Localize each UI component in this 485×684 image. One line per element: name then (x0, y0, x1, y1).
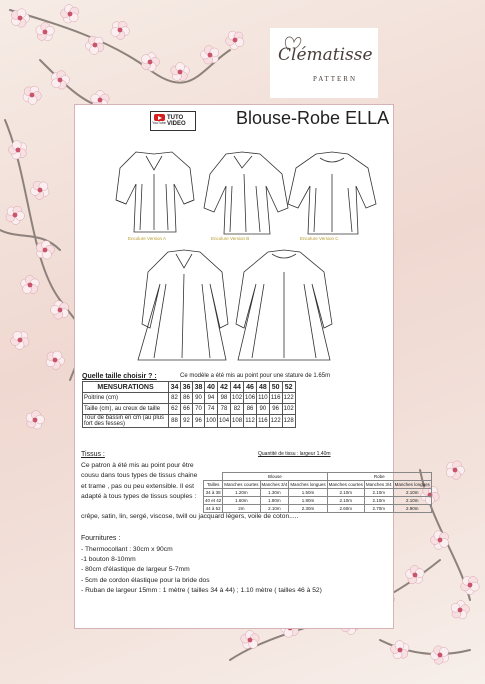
table-group-row (204, 473, 432, 481)
blossom-flower (171, 63, 190, 81)
col-tailles: Tailles (204, 481, 223, 489)
caption-version-c: Encolure Version C (300, 236, 339, 241)
list-item: - Thermocollant : 30cm x 90cm (81, 546, 173, 553)
table-cell: 110 (257, 393, 270, 404)
blossom-flower (431, 646, 449, 665)
tissus-text: Ce patron à été mis au point pour être cousu dans tous types de tissus chaine et trame , pas ou peu extensible. Il est adapté à tous types de tissus souples : (81, 462, 198, 500)
table-cell: 88 (169, 415, 181, 428)
blossom-flower (11, 9, 29, 28)
table-cell: 2.30m (289, 505, 327, 513)
table-cell: 92 (181, 415, 193, 428)
blossom-flower (26, 411, 44, 429)
tissus-heading: Tissus : (81, 451, 105, 458)
blossom-flower (36, 23, 54, 41)
size-question: Quelle taille choisir ? : (82, 373, 157, 380)
table-cell: 2.10m (393, 497, 431, 505)
size-col: 42 (218, 382, 231, 393)
blossom-flower (51, 301, 69, 320)
table-cell: 2.90m (393, 505, 431, 513)
tissus-text-tail: crêpe, satin, lin, sergé, viscose, twill ou jacquard légers, voile de coton..... (81, 513, 299, 520)
size-col: 40 (205, 382, 218, 393)
table-row (83, 415, 296, 428)
group-robe: Robe (327, 473, 431, 481)
brand-logo (270, 28, 378, 98)
group-blouse: Blouse (223, 473, 327, 481)
blouse-version-a-drawing (116, 152, 194, 232)
blossom-flower (431, 531, 449, 550)
table-cell: 70 (193, 404, 205, 415)
table-cell: 96 (269, 404, 282, 415)
col-header: Manches courtes (328, 482, 363, 487)
table-cell: 122 (269, 415, 282, 428)
blouse-version-c-drawing (288, 152, 376, 234)
table-cell: 2m (223, 505, 260, 513)
table-cell: 102 (282, 404, 295, 415)
table-cell: 2.10m (327, 489, 364, 497)
size-col: 36 (181, 382, 193, 393)
table-cell: 90 (257, 404, 270, 415)
blossom-flower (9, 141, 27, 159)
size-col: 34 (169, 382, 181, 393)
measurements-table (82, 381, 296, 428)
blossom-flower (446, 461, 464, 479)
table-cell: 116 (269, 393, 282, 404)
table-header-row (204, 481, 432, 489)
list-item: -1 bouton 8-10mm (81, 556, 136, 564)
table-row (204, 497, 432, 505)
blossom-flower (201, 46, 219, 64)
size-col: 48 (257, 382, 270, 393)
row-size: 34 à 38 (204, 489, 223, 497)
table-cell: 78 (218, 404, 231, 415)
blossom-flower (6, 206, 24, 224)
size-col: 50 (269, 382, 282, 393)
col-header: Manches 3/4 (261, 482, 288, 487)
table-row (204, 489, 432, 497)
table-cell: 86 (244, 404, 257, 415)
table-cell: 2.10m (364, 497, 393, 505)
blossom-flower (46, 351, 64, 369)
blossom-flower (21, 276, 40, 294)
table-cell: 122 (282, 393, 295, 404)
table-cell: 94 (205, 393, 218, 404)
logo-subtitle: PATTERN (312, 75, 358, 83)
table-row (83, 393, 296, 404)
garment-illustrations (76, 134, 392, 368)
table-cell: 108 (231, 415, 244, 428)
row-size: 40 et 42 (205, 498, 222, 503)
table-cell: 102 (231, 393, 244, 404)
row-label: Tour de bassin en cm (au plus fort des fesses) (83, 415, 169, 428)
table-cell: 2.60m (327, 505, 364, 513)
blossom-flower (391, 641, 409, 659)
blossom-flower (11, 331, 29, 349)
row-label: Taille (cm), au creux de taille (83, 404, 169, 415)
blossom-flower (406, 566, 424, 584)
size-col: 52 (282, 382, 295, 393)
fabric-quantity-table (203, 472, 432, 513)
table-cell: 106 (244, 393, 257, 404)
page-title: Blouse-Robe ELLA (236, 108, 390, 128)
youtube-icon: YouTube (153, 114, 165, 128)
table-cell: 1.20m (223, 489, 260, 497)
table-cell: 1.60m (223, 497, 260, 505)
caption-version-b: Encolure Version B (211, 236, 250, 241)
table-row (204, 505, 432, 513)
fournitures-heading: Fournitures : (81, 535, 121, 542)
list-item: - 5cm de cordon élastique pour la bride dos (81, 576, 210, 584)
table-cell: 2.10m (260, 505, 289, 513)
blossom-flower (451, 601, 469, 619)
dress-back-drawing (236, 250, 332, 360)
col-header: Manches courtes (224, 482, 259, 487)
table-cell: 74 (205, 404, 218, 415)
blouse-version-b-drawing (204, 152, 288, 234)
table-cell: 116 (257, 415, 270, 428)
table-cell: 1.80m (289, 497, 327, 505)
table-cell: 98 (218, 393, 231, 404)
table-cell: 90 (193, 393, 205, 404)
list-item: - Ruban de largeur 15mm : 1 mètre ( tailles 34 à 44) ; 1.10 mètre ( tailles 46 à 52) (81, 586, 322, 594)
blossom-flower (111, 21, 129, 39)
table-cell: 1.50m (289, 489, 327, 497)
table-cell: 2.10m (364, 489, 393, 497)
logo-name: Clématisse (278, 45, 373, 65)
table-cell: 1.80m (260, 497, 289, 505)
blossom-flower (461, 576, 480, 594)
col-header: Manches 3/4 (365, 482, 392, 487)
caption-version-a: Encolure Version A (128, 236, 167, 241)
table-cell: 2.10m (327, 497, 364, 505)
table-cell: 100 (205, 415, 218, 428)
fabric-table-caption: Quantité de tissu : largeur 1.40m (258, 451, 331, 457)
table-cell: 2.10m (393, 489, 431, 497)
table-header-label: MENSURATIONS (83, 382, 169, 393)
row-size: 44 à 52 (204, 505, 223, 513)
table-cell: 86 (181, 393, 193, 404)
fournitures-list (81, 545, 391, 596)
list-item: - 80cm d'élastique de largeur 5-7mm (81, 566, 190, 574)
table-cell: 96 (193, 415, 205, 428)
col-header: Manches longues (394, 482, 430, 487)
size-col: 38 (193, 382, 205, 393)
size-note: Ce modèle a été mis au point pour une stature de 1.65m (180, 373, 331, 379)
blossom-flower (86, 36, 104, 54)
table-cell: 82 (169, 393, 181, 404)
table-cell: 128 (282, 415, 295, 428)
blossom-flower (23, 86, 41, 104)
table-cell: 62 (169, 404, 181, 415)
table-cell: 112 (244, 415, 257, 428)
blossom-flower (31, 181, 49, 199)
blossom-flower (226, 31, 244, 49)
blossom-flower (141, 53, 159, 72)
table-cell: 104 (218, 415, 231, 428)
video-label: TUTO VIDEO (167, 115, 186, 127)
table-cell: 82 (231, 404, 244, 415)
size-col: 44 (231, 382, 244, 393)
blossom-flower (61, 5, 79, 23)
table-cell: 1.30m (260, 489, 289, 497)
size-col: 46 (244, 382, 257, 393)
table-cell: 66 (181, 404, 193, 415)
dress-front-drawing (138, 250, 228, 360)
video-tutorial-link[interactable] (150, 111, 196, 131)
table-row (83, 404, 296, 415)
blossom-flower (241, 631, 259, 649)
row-label: Poitrine (cm) (83, 393, 169, 404)
table-cell: 2.70m (364, 505, 393, 513)
col-header: Manches longues (290, 482, 326, 487)
table-header-row (83, 382, 296, 393)
